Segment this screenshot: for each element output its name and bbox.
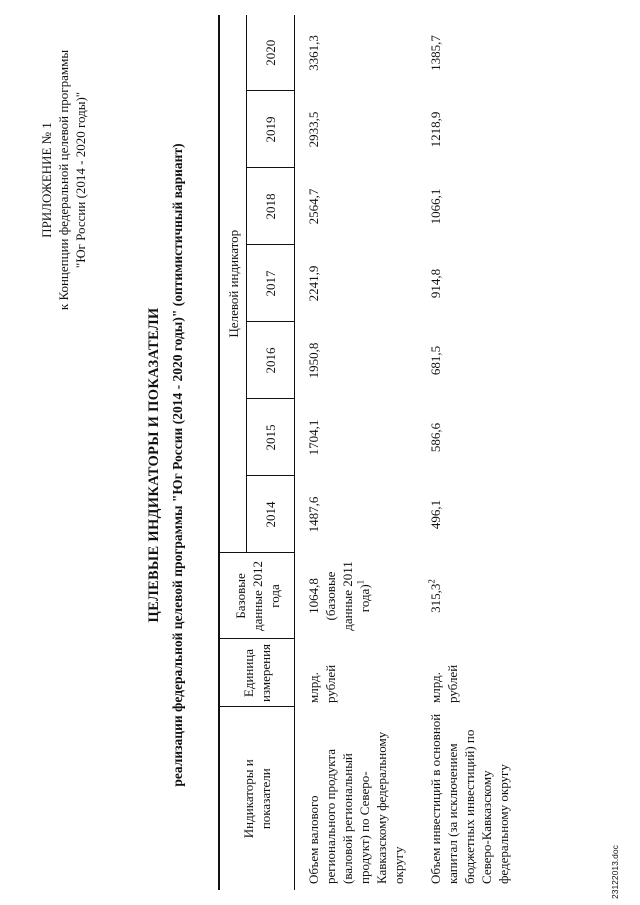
value-2015: 586,6: [428, 422, 443, 453]
footnote-ref: 1: [355, 579, 366, 585]
indicator-name: Объем инвестиций в основной капитал (за исключением бюджетных инвестиций) по Северо-Кавказскому федеральному округу: [428, 713, 511, 884]
table-row: [417, 15, 522, 890]
header-year-2019: 2019: [247, 91, 295, 168]
footnote-ref: 2: [426, 579, 437, 584]
table-row: [295, 15, 418, 890]
base-value: 1064,8 (базовые данные 2011 года): [306, 561, 372, 631]
header-year-2018: 2018: [247, 168, 295, 245]
base-value: 315,3: [428, 583, 443, 613]
header-target-indicator: Целевой индикатор: [219, 15, 247, 553]
base-cell: [417, 553, 522, 639]
value-2020: 3361,3: [306, 35, 321, 71]
value-2020: 1385,7: [428, 35, 443, 71]
header-unit: Единица измерения: [219, 639, 295, 707]
header-year-2020: 2020: [247, 15, 295, 91]
value-2019: 2933,5: [306, 111, 321, 148]
appendix-label: ПРИЛОЖЕНИЕ № 1: [39, 122, 54, 238]
value-2016: 1950,8: [306, 342, 321, 379]
value-2017: 2241,9: [306, 265, 321, 302]
file-footer: 23122013.doc: [610, 845, 620, 899]
value-2014: 496,1: [428, 499, 443, 530]
value-2019: 1218,9: [428, 111, 443, 148]
value-2017: 914,8: [428, 268, 443, 299]
value-2018: 2564,7: [306, 188, 321, 225]
value-2018: 1066,1: [428, 188, 443, 225]
appendix-line-1: к Концепции федеральной целевой программы: [56, 49, 71, 311]
value-2014: 1487,6: [306, 496, 321, 533]
document-subtitle: реализации федеральной целевой программы "Юг России (2014 - 2020 годы)" (оптимистичный вариант): [170, 143, 185, 787]
header-indicators: Индикаторы и показатели: [219, 707, 295, 890]
indicators-table: [218, 15, 522, 890]
indicator-name: Объем валового регионального продукта (валовой региональный продукт) по Северо-Кавказскому федеральному округу: [306, 731, 406, 884]
base-cell: [295, 553, 418, 639]
header-year-2015: 2015: [247, 399, 295, 476]
document-title: ЦЕЛЕВЫЕ ИНДИКАТОРЫ И ПОКАЗАТЕЛИ: [146, 307, 162, 623]
appendix-line-2: "Юг России (2014 - 2020 годы)": [73, 91, 88, 269]
header-base: Базовые данные 2012 года: [219, 553, 295, 639]
unit-cell: млрд. рублей: [306, 664, 338, 703]
header-year-2017: 2017: [247, 245, 295, 322]
value-2016: 681,5: [428, 345, 443, 376]
header-year-2014: 2014: [247, 476, 295, 553]
header-year-2016: 2016: [247, 322, 295, 399]
appendix-header: [38, 15, 89, 345]
unit-cell: млрд. рублей: [428, 664, 460, 703]
value-2015: 1704,1: [306, 419, 321, 456]
